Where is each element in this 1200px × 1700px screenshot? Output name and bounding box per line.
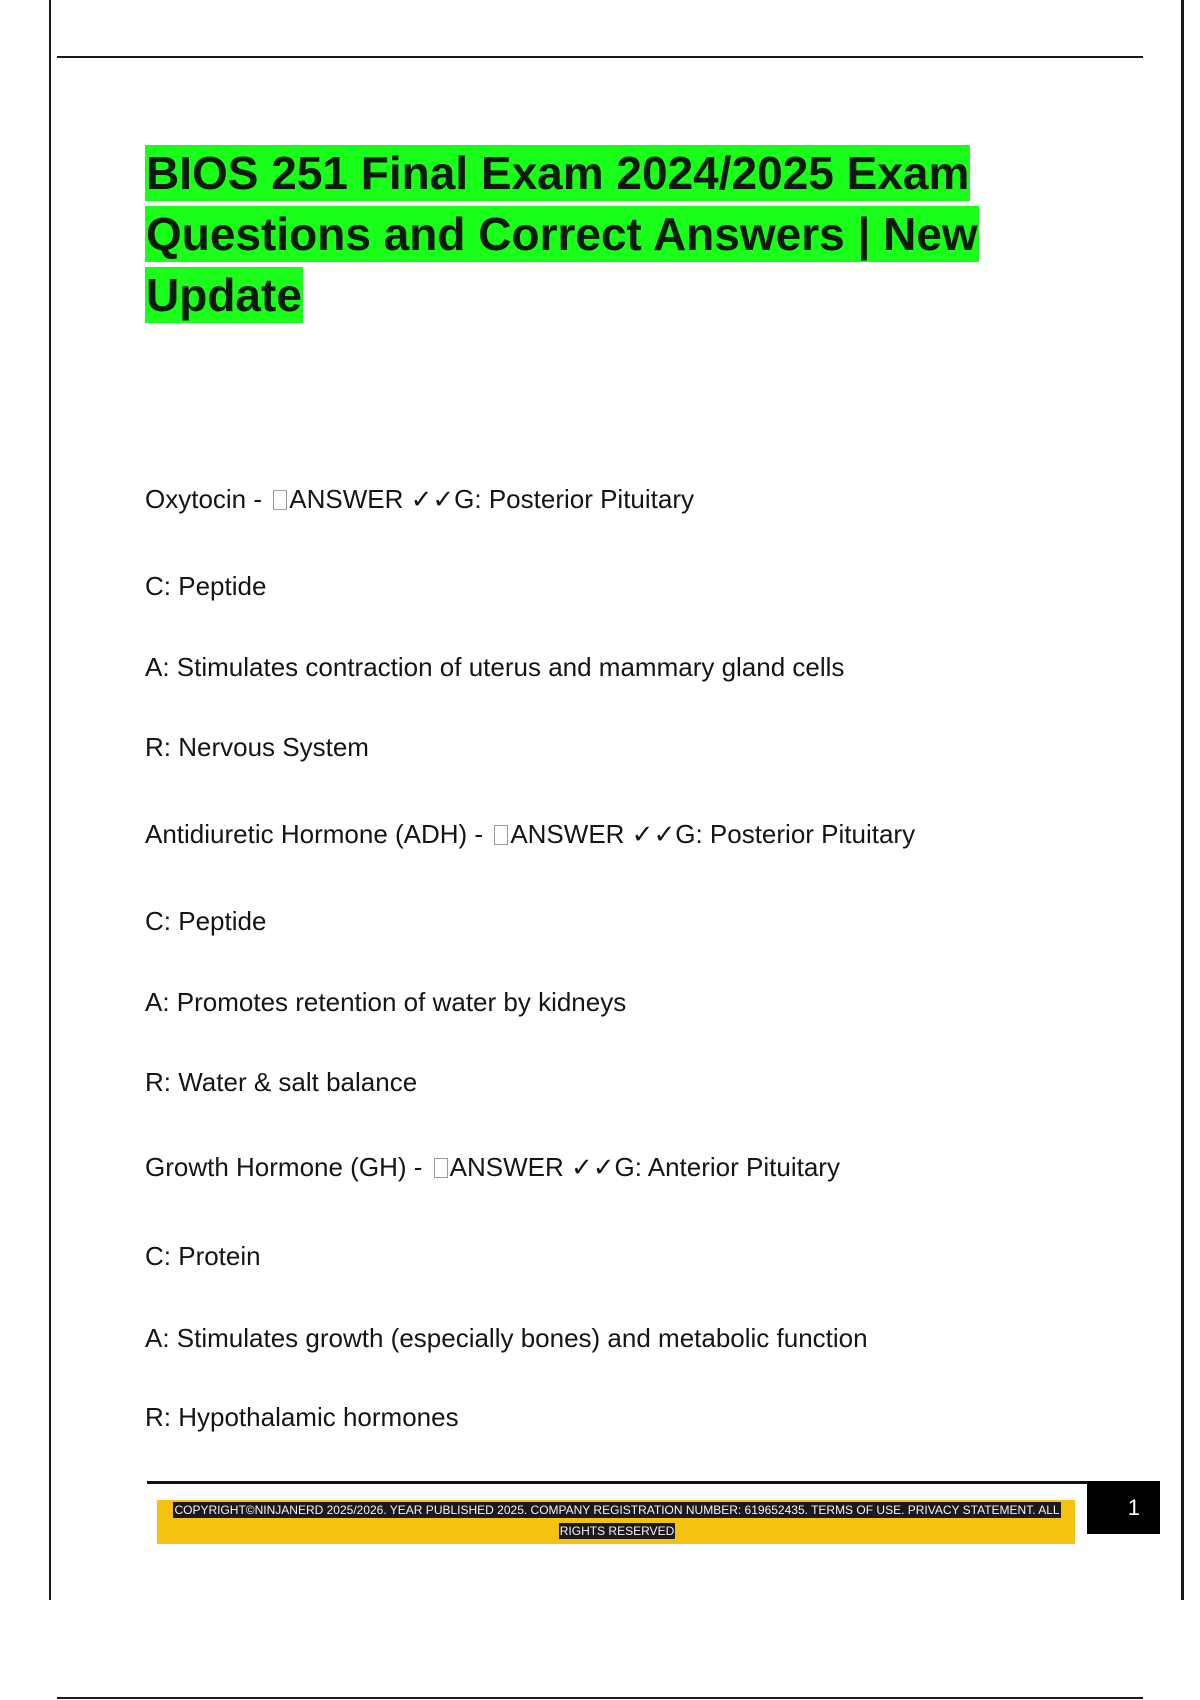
- entry-regulation: R: Water & salt balance: [145, 1067, 418, 1097]
- entry-regulation: R: Hypothalamic hormones: [145, 1402, 459, 1432]
- entry-answer: ANSWER ✓✓G: Posterior Pituitary: [289, 484, 695, 514]
- missing-glyph-icon: [494, 825, 508, 845]
- entry-regulation: R: Nervous System: [145, 732, 369, 762]
- entry-class: C: Peptide: [145, 906, 267, 936]
- entry-action: A: Stimulates contraction of uterus and mammary gland cells: [145, 652, 845, 682]
- footer-copyright-text: COPYRIGHT©NINJANERD 2025/2026. YEAR PUBLISHED 2025. COMPANY REGISTRATION NUMBER: 619652435. TERMS OF USE. PRIVACY STATEMENT. ALL RIGHTS RESERVED: [174, 1503, 1060, 1538]
- footer-copyright: [168, 1500, 1066, 1542]
- entry-question: [145, 483, 694, 515]
- footer-divider: [147, 1481, 1087, 1484]
- entry-class: C: Protein: [145, 1241, 261, 1271]
- entry-question: [145, 818, 915, 850]
- top-divider: [57, 56, 1143, 58]
- missing-glyph-icon: [273, 490, 287, 510]
- page-border-right: [1181, 0, 1184, 1600]
- entry-action: A: Stimulates growth (especially bones) and metabolic function: [145, 1323, 868, 1353]
- entry-class: C: Peptide: [145, 571, 267, 601]
- page-number: 1: [1087, 1481, 1160, 1534]
- document-title-text: BIOS 251 Final Exam 2024/2025 Exam Questions and Correct Answers | New Update: [146, 147, 978, 321]
- entry-answer: ANSWER ✓✓G: Anterior Pituitary: [449, 1152, 840, 1182]
- missing-glyph-icon: [434, 1158, 448, 1178]
- page-border-left: [49, 0, 51, 1600]
- entry-term: Oxytocin -: [145, 484, 270, 514]
- entry-term: Growth Hormone (GH) -: [145, 1152, 430, 1182]
- next-page-divider: [57, 1697, 1143, 1699]
- entry-answer: ANSWER ✓✓G: Posterior Pituitary: [510, 819, 916, 849]
- document-title: [145, 143, 1045, 326]
- entry-question: [145, 1151, 840, 1183]
- entry-term: Antidiuretic Hormone (ADH) -: [145, 819, 491, 849]
- entry-action: A: Promotes retention of water by kidneys: [145, 987, 627, 1017]
